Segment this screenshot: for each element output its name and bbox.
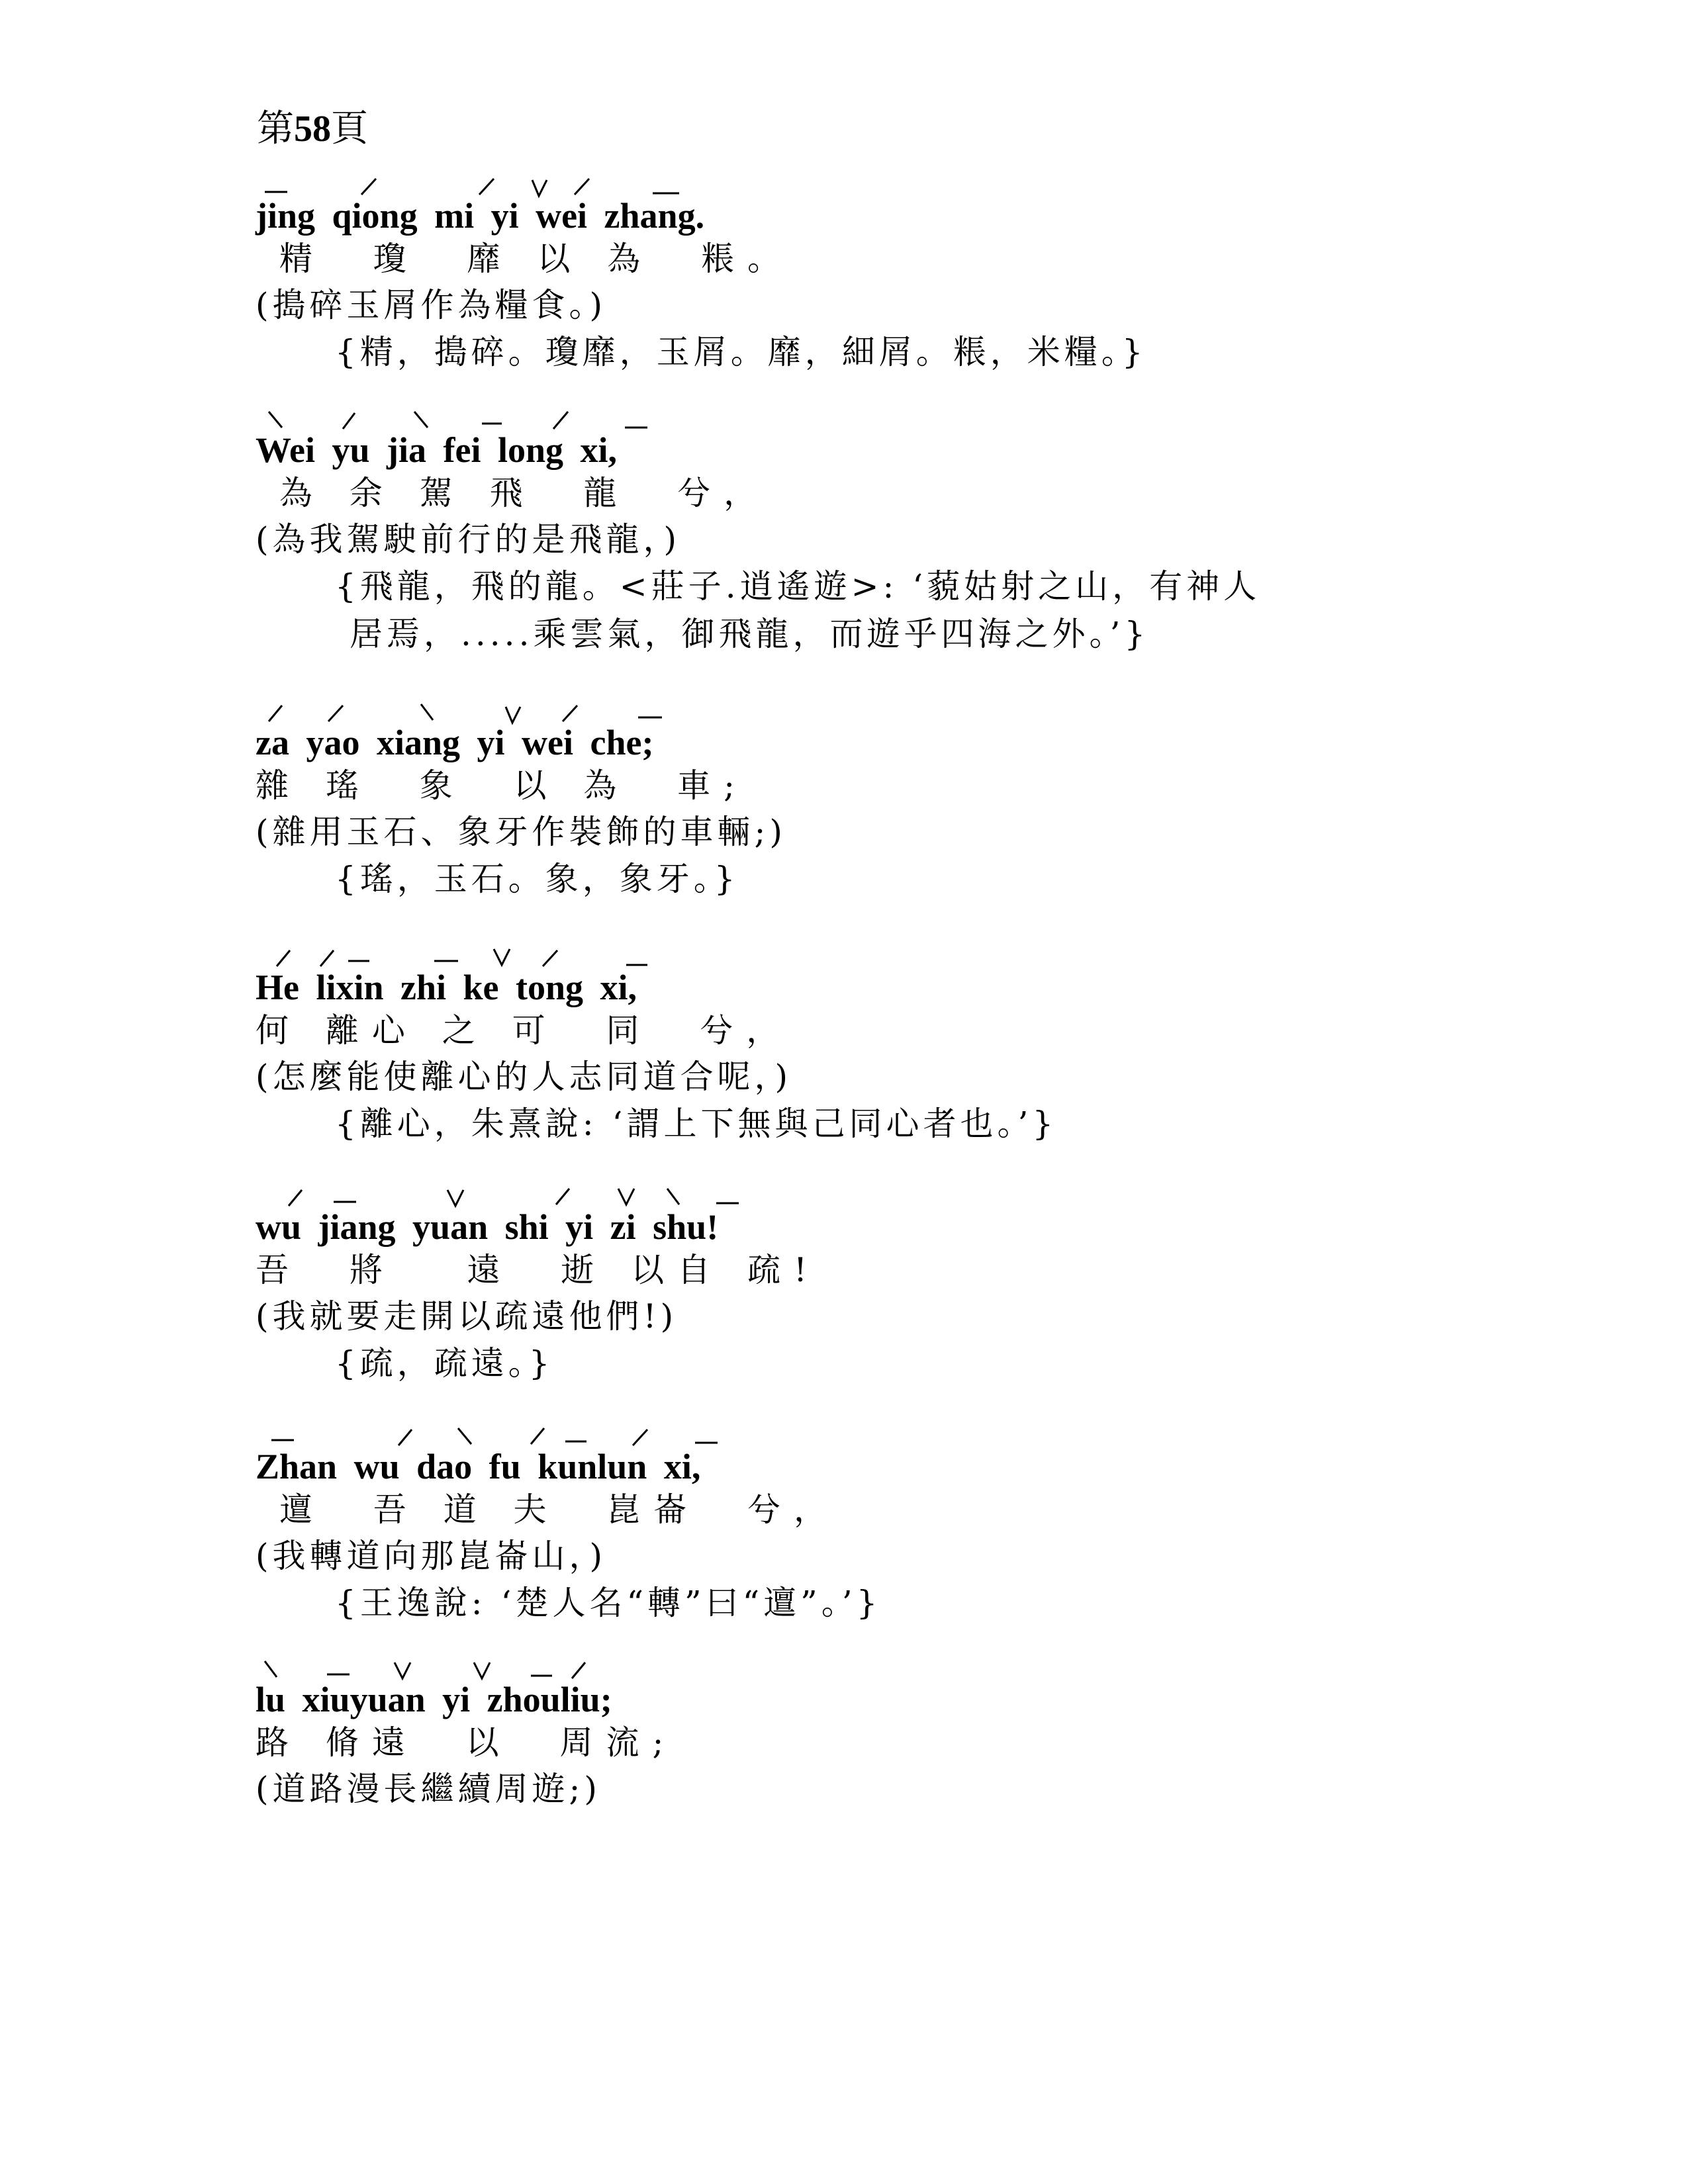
translation: (怎麼能使離心的人志同道合呢，)	[256, 1058, 792, 1096]
pinyin-line: lu xiuyuan yi zhouliu;	[256, 1680, 612, 1719]
translation: (搗碎玉屑作為糧食。)	[256, 286, 607, 324]
translation: (雜用玉石、象牙作裝飾的車輛;)	[256, 813, 786, 851]
tone-marks	[256, 700, 1513, 723]
translation: (我就要走開以疏遠他們!)	[256, 1297, 678, 1336]
annotation: {瑤，玉石。象，象牙。}	[335, 860, 739, 898]
pinyin-line: Wei yu jia fei long xi,	[256, 430, 617, 470]
tone-marks	[256, 173, 1513, 196]
stanza	[256, 408, 1513, 658]
chinese-text: 為 余 駕 飛 龍 兮，	[256, 474, 771, 512]
stanza	[256, 1657, 1513, 1812]
annotation: {飛龍，飛的龍。<莊子.逍遙遊>: ‘藐姑射之山，有神人 居焉，.....乘雲氣，御飛龍，而遊乎四海之外。’}	[335, 567, 1261, 653]
tone-marks	[256, 945, 1513, 968]
annotation: {王逸說: ‘楚人名“轉”曰“邅”。’}	[335, 1584, 882, 1622]
page-number: 第58頁	[257, 107, 368, 150]
tone-marks	[256, 408, 1513, 430]
tone-marks	[256, 1424, 1513, 1447]
pinyin-line: wu jiang yuan shi yi zi shu!	[256, 1207, 719, 1247]
translation: (為我駕駛前行的是飛龍，)	[256, 520, 681, 559]
tone-marks	[256, 1185, 1513, 1207]
chinese-text: 吾 將 遠 逝 以自 疏!	[256, 1251, 821, 1289]
annotation: {疏，疏遠。}	[335, 1344, 554, 1383]
stanza	[256, 945, 1513, 1148]
chinese-text: 邅 吾 道 夫 崑崙 兮，	[256, 1490, 841, 1529]
stanza	[256, 1185, 1513, 1387]
stanza	[256, 173, 1513, 376]
chinese-text: 何 離心 之 可 同 兮，	[256, 1011, 793, 1050]
chinese-text: 精 瓊 靡 以 為 粻。	[256, 240, 794, 278]
tone-marks	[256, 1657, 1513, 1680]
chinese-text: 雜 瑤 象 以 為 車;	[256, 766, 748, 805]
annotation: {離心，朱熹說: ‘謂上下無與己同心者也。’}	[335, 1105, 1058, 1143]
pinyin-line: za yao xiang yi wei che;	[256, 723, 654, 762]
stanza	[256, 700, 1513, 903]
pinyin-line: He lixin zhi ke tong xi,	[256, 968, 637, 1007]
pinyin-line: Zhan wu dao fu kunlun xi,	[256, 1447, 701, 1486]
translation: (道路漫長繼續周遊;)	[256, 1770, 601, 1808]
translation: (我轉道向那崑崙山，)	[256, 1537, 607, 1575]
chinese-text: 路 脩遠 以 周流;	[256, 1723, 677, 1762]
stanza	[256, 1424, 1513, 1627]
pinyin-line: jing qiong mi yi wei zhang.	[256, 196, 705, 236]
annotation: {精，搗碎。瓊靡，玉屑。靡，細屑。粻，米糧。}	[335, 333, 1147, 371]
